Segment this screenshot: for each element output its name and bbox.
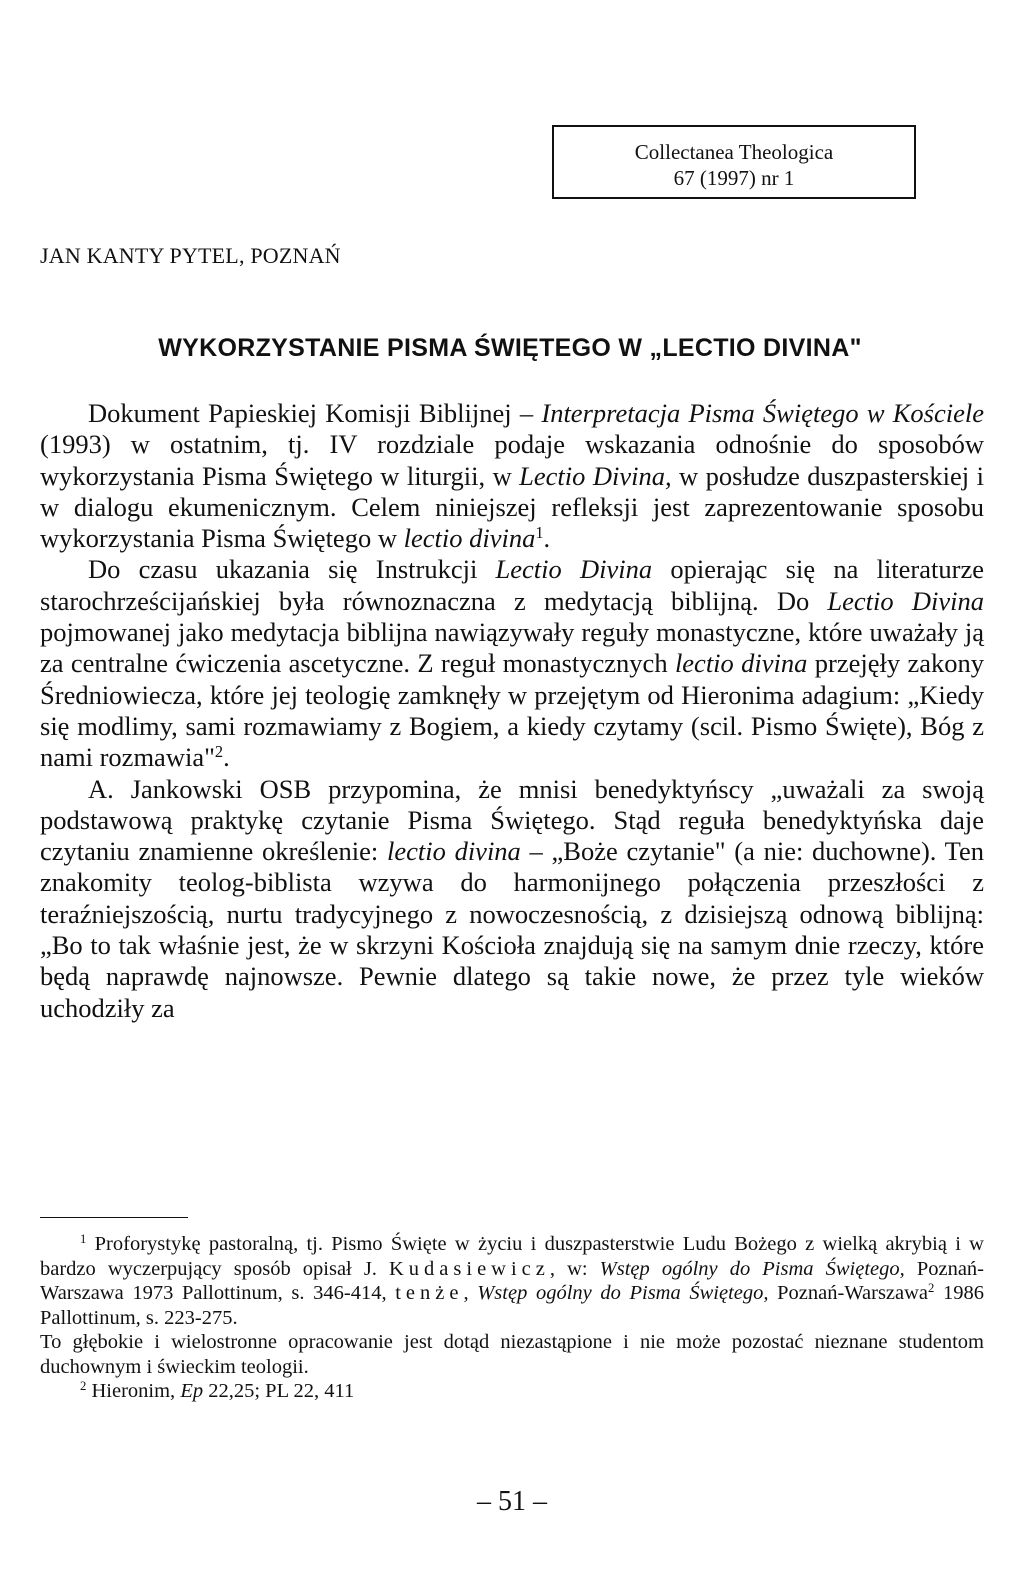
text-run: przejęły zakony Średniowiecza, które jej teologię zamknęły w przejętym od Hieronima adagium: „Kiedy się modlimy, sami rozmawiamy z Bogiem, a kiedy czytamy (scil. Pismo Święte), Bóg z nami rozmawia": [40, 648, 984, 773]
article-body: [40, 398, 984, 1024]
text-run: A. Jankowski OSB przypomina, że mnisi benedyktyńscy „uważali za swoją podstawową praktykę czytanie Pisma Świętego. Stąd reguła benedyktyńska daje czytaniu znamienne określenie:: [40, 773, 984, 867]
text-run: (1993) w ostatnim, tj. IV rozdziale podaje wskazania odnośnie do sposobów wykorzystania Pisma Świętego w liturgii, w: [40, 429, 984, 491]
footnote-mark-2: 2: [80, 1379, 87, 1394]
footnote-2: [40, 1379, 984, 1404]
italic-book-title: Wstęp ogólny do Pisma Świętego,: [477, 1282, 769, 1304]
text-run: Proforystykę pastoralną, tj. Pismo Święte w życiu i duszpasterstwie Ludu Bożego z wielką akrybią i w bardzo wyczerpujący sposób opisał J.: [40, 1233, 984, 1280]
edition-superscript: 2: [928, 1281, 935, 1296]
text-run: Hieronim,: [86, 1380, 181, 1402]
article-title: WYKORZYSTANIE PISMA ŚWIĘTEGO W „LECTIO DIVINA": [158, 334, 862, 362]
italic-term: lectio divina: [386, 836, 521, 867]
text-run: – „Boże czytanie" (a nie: duchowne). Ten znakomity teolog-biblista wzywa do harmonijnego połączenia przeszłości z teraźniejszością, nurtu tradycyjnego z nowoczesnością, z dzisiejszą odnową biblijną: „Bo to tak właśnie jest, że w skrzyni Kościoła znajdują się na samym dnie rzeczy, które będą naprawdę najnowsze. Pewnie dlatego są takie nowe, że przez tyle wieków uchodziły za: [40, 836, 984, 1023]
footnote-1: [40, 1232, 984, 1330]
journal-name: Collectanea Theologica: [634, 140, 834, 164]
italic-book-title: Wstęp ogólny do Pisma Świętego,: [599, 1257, 905, 1280]
italic-term: lectio divina: [403, 523, 536, 554]
text-run: 22,25; PL 22, 411: [203, 1380, 355, 1402]
article-author: JAN KANTY PYTEL, POZNAŃ: [40, 243, 341, 268]
footnote-separator: [40, 1217, 188, 1218]
page-number: – 51 –: [477, 1486, 547, 1517]
italic-abbrev: Ep: [180, 1380, 204, 1402]
tenze-spaced: tenże: [395, 1282, 464, 1304]
footnote-mark-1: 1: [80, 1232, 87, 1247]
footnote-1-note: To głębokie i wielostronne opracowanie jest dotąd niezastąpione i nie może pozostać nieznane studentom duchownym i świeckim teologii.: [40, 1331, 984, 1378]
text-run: ,: [463, 1282, 478, 1304]
text-run: pojmowanej jako medytacja biblijna nawiązywały reguły monastyczne, które uważały ją za centralne ćwiczenia ascetyczne. Z reguł monastycznych: [40, 617, 984, 679]
text-run: Do czasu ukazania się Instrukcji: [88, 554, 496, 585]
text-run: w posłudze duszpasterskiej i w dialogu ekumenicznym. Celem niniejszej refleksji jest zaprezentowanie sposobu wykorzystania Pisma Świętego w: [40, 460, 984, 554]
journal-issue: 67 (1997) nr 1: [673, 166, 795, 190]
footnote-ref-1[interactable]: 1: [535, 523, 544, 543]
text-run: , w:: [549, 1257, 600, 1280]
text-run: .: [543, 523, 551, 554]
text-run: Poznań-Warszawa 1973 Pallottinum, s. 346-414,: [40, 1257, 985, 1304]
footnotes: [40, 1232, 984, 1404]
author-name-spaced: Kudasiewicz: [389, 1257, 550, 1280]
journal-header-box: [552, 125, 916, 199]
paragraph-3: [40, 774, 984, 1024]
footnote-ref-2[interactable]: 2: [214, 742, 224, 762]
italic-title: Interpretacja Pisma Świętego w Kościele: [541, 398, 984, 428]
text-run: Dokument Papieskiej Komisji Biblijnej –: [88, 398, 542, 428]
text-run: .: [223, 742, 230, 773]
text-run: opierając się na literaturze starochrześcijańskiej była równoznaczna z medytacją biblijną. Do: [40, 554, 984, 616]
paragraph-2: [40, 554, 984, 773]
italic-term: Lectio Divina,: [519, 460, 672, 491]
italic-term: Lectio Divina: [495, 554, 653, 585]
text-run: Poznań-Warszawa: [768, 1282, 929, 1304]
paragraph-1: [40, 398, 984, 554]
text-run: 1986 Pallottinum, s. 223-275.: [40, 1282, 985, 1329]
italic-term: Lectio Divina: [827, 585, 984, 616]
italic-term: lectio divina: [674, 648, 808, 679]
